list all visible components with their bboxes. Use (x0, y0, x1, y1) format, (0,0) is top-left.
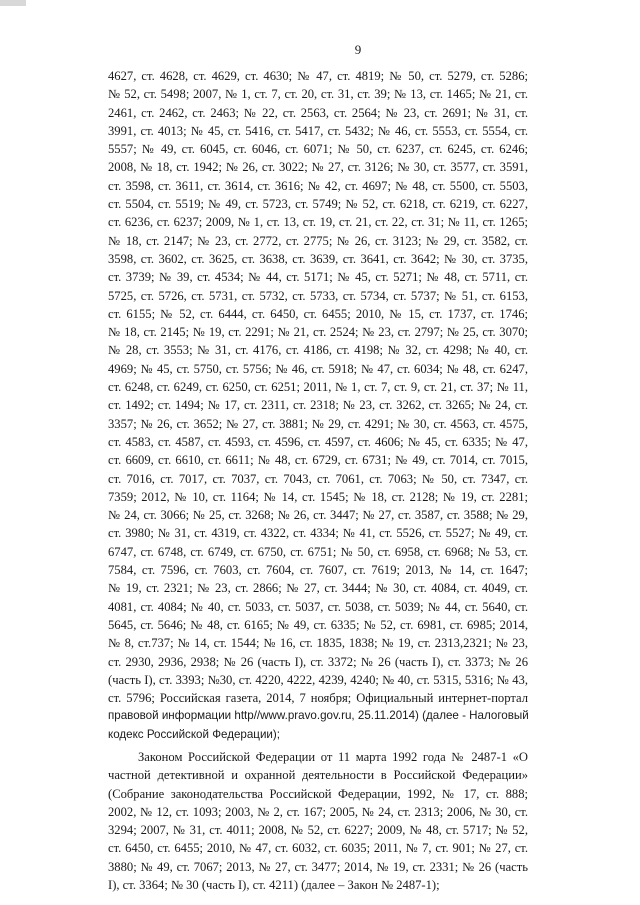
text-line: 3598, ст. 3602, ст. 3625, ст. 3638, ст. 3639, ст. 3641, ст. 3642; № 30, ст. 3735, (108, 251, 528, 266)
text-line: 5645, ст. 5646; № 48, ст. 6165; № 49, ст. 6335; № 52, ст. 6981, ст. 6985; 2014, (108, 617, 528, 632)
text-line: 2461, ст. 2462, ст. 2463; № 22, ст. 2563, ст. 2564; № 23, ст. 2691; № 31, ст. (108, 105, 528, 120)
text-line: 3880; № 49, ст. 7067; 2013, № 27, ст. 3477; 2014, № 19, ст. 2331; № 26 (часть (108, 859, 528, 874)
text-line: ст. 7016, ст. 7017, ст. 7037, ст. 7043, ст. 7061, ст. 7063; № 50, ст. 7347, ст. (108, 471, 528, 486)
text-line: № 8, ст.737; № 14, ст. 1544; № 16, ст. 1835, 1838; № 19, ст. 2313,2321; № 23, (108, 636, 528, 651)
text-line: ст. 6609, ст. 6610, ст. 6611; № 48, ст. 6729, ст. 6731; № 49, ст. 7014, ст. 7015, (108, 453, 528, 468)
paragraph-law-2487-1 (108, 748, 528, 894)
text-line: 5725, ст. 5726, ст. 5731, ст. 5732, ст. 5733, ст. 5734, ст. 5737; № 51, ст. 6153, (108, 288, 528, 303)
text-line: ст. 6236, ст. 6237; 2009, № 1, ст. 13, ст. 19, ст. 21, ст. 22, ст. 31; № 11, ст. 1265; (108, 215, 528, 230)
text-line: ст. 1492; ст. 1494; № 17, ст. 2311, ст. 2318; № 23, ст. 3262, ст. 3265; № 24, ст. (108, 398, 528, 413)
page-number: 9 (354, 42, 362, 57)
text-line: ст. 6248, ст. 6249, ст. 6250, ст. 6251; 2011, № 1, ст. 7, ст. 9, ст. 21, ст. 37; № 11, (108, 380, 528, 395)
text-line: ст. 2930, 2936, 2938; № 26 (часть I), ст. 3372; № 26 (часть I), ст. 3373; № 26 (108, 654, 528, 669)
text-line: ст. 6155; № 52, ст. 6444, ст. 6450, ст. 6455; 2010, № 15, ст. 1737, ст. 1746; (108, 306, 528, 321)
text-line: 3991, ст. 4013; № 45, ст. 5416, ст. 5417, ст. 5432; № 46, ст. 5553, ст. 5554, ст. (108, 123, 528, 138)
document-body (108, 67, 528, 894)
text-line: 5557; № 49, ст. 6045, ст. 6046, ст. 6071; № 50, ст. 6237, ст. 6245, ст. 6246; (108, 142, 528, 157)
text-line: ст. 5796; Российская газета, 2014, 7 ноября; Официальный интернет-портал (108, 691, 528, 706)
text-line: ст. 3598, ст. 3611, ст. 3614, ст. 3616; № 42, ст. 4697; № 48, ст. 5500, ст. 5503, (108, 178, 528, 193)
text-line: № 18, ст. 2145; № 19, ст. 2291; № 21, ст. 2524; № 23, ст. 2797; № 25, ст. 3070; (108, 325, 528, 340)
text-line: 7584, ст. 7596, ст. 7603, ст. 7604, ст. 7607, ст. 7619; 2013, № 14, ст. 1647; (108, 563, 528, 578)
text-line: 7359; 2012, № 10, ст. 1164; № 14, ст. 1545; № 18, ст. 2128; № 19, ст. 2281; (108, 489, 528, 504)
text-line: ст. 3739; № 39, ст. 4534; № 44, ст. 5171; № 45, ст. 5271; № 48, ст. 5711, ст. (108, 270, 528, 285)
text-line: ст. 6450, ст. 6455; 2010, № 47, ст. 6032, ст. 6035; 2011, № 7, ст. 901; № 27, ст. (108, 841, 528, 856)
text-line: 4969; № 45, ст. 5750, ст. 5756; № 46, ст. 5918; № 47, ст. 6034; № 48, ст. 6247, (108, 361, 528, 376)
text-line: 6747, ст. 6748, ст. 6749, ст. 6750, ст. 6751; № 50, ст. 6958, ст. 6968; № 53, ст. (108, 544, 528, 559)
text-line: ст. 4583, ст. 4587, ст. 4593, ст. 4596, ст. 4597, ст. 4606; № 45, ст. 6335; № 47, (108, 434, 528, 449)
text-line: (часть I), ст. 3393; №30, ст. 4220, 4222, 4239, 4240; № 40, ст. 5315, 5316; № 43, (108, 672, 528, 687)
text-line: 2008, № 18, ст. 1942; № 26, ст. 3022; № 27, ст. 3126; № 30, ст. 3577, ст. 3591, (108, 160, 528, 175)
text-line: № 28, ст. 3553; № 31, ст. 4176, ст. 4186, ст. 4198; № 32, ст. 4298; № 40, ст. (108, 343, 528, 358)
text-line: Законом Российской Федерации от 11 марта 1992 года № 2487-1 «О (138, 749, 528, 764)
text-line: № 52, ст. 5498; 2007, № 1, ст. 7, ст. 20, ст. 31, ст. 39; № 13, ст. 1465; № 21, ст. (108, 87, 528, 102)
text-line: 3357; № 26, ст. 3652; № 27, ст. 3881; № 29, ст. 4291; № 30, ст. 4563, ст. 4575, (108, 416, 528, 431)
text-line: правовой информации http//www.pravo.gov.ru, 25.11.2014) (далее - Налоговый (108, 709, 529, 723)
text-line: 3294; 2007, № 31, ст. 4011; 2008, № 52, ст. 6227; 2009, № 48, ст. 5717; № 52, (108, 823, 528, 838)
text-line: (Собрание законодательства Российской Федерации, 1992, № 17, ст. 888; (108, 786, 528, 801)
text-line: I), ст. 3364; № 30 (часть I), ст. 4211) (далее – Закон № 2487-1); (108, 878, 440, 893)
text-line: № 18, ст. 2147; № 23, ст. 2772, ст. 2775; № 26, ст. 3123; № 29, ст. 3582, ст. (108, 233, 528, 248)
text-line: частной детективной и охранной деятельности в Российской Федерации» (108, 768, 528, 783)
text-line: № 24, ст. 3066; № 25, ст. 3268; № 26, ст. 3447; № 27, ст. 3587, ст. 3588; № 29, (108, 508, 528, 523)
text-line: кодекс Российской Федерации); (108, 727, 280, 741)
text-line: ст. 3980; № 31, ст. 4319, ст. 4322, ст. 4334; № 41, ст. 5526, ст. 5527; № 49, ст. (108, 526, 528, 541)
text-line: 2002, № 12, ст. 1093; 2003, № 2, ст. 167; 2005, № 24, ст. 2313; 2006, № 30, ст. (108, 804, 528, 819)
text-line: 4081, ст. 4084; № 40, ст. 5033, ст. 5037, ст. 5038, ст. 5039; № 44, ст. 5640, ст. (108, 599, 528, 614)
text-line: ст. 5504, ст. 5519; № 49, ст. 5723, ст. 5749; № 52, ст. 6218, ст. 6219, ст. 6227, (108, 197, 528, 212)
text-line: 4627, ст. 4628, ст. 4629, ст. 4630; № 47, ст. 4819; № 50, ст. 5279, ст. 5286; (108, 69, 528, 83)
text-line: № 19, ст. 2321; № 23, ст. 2866; № 27, ст. 3444; № 30, ст. 4084, ст. 4049, ст. (108, 581, 528, 596)
scan-edge-mark (0, 0, 26, 6)
paragraph-tax-code-references (108, 67, 528, 744)
